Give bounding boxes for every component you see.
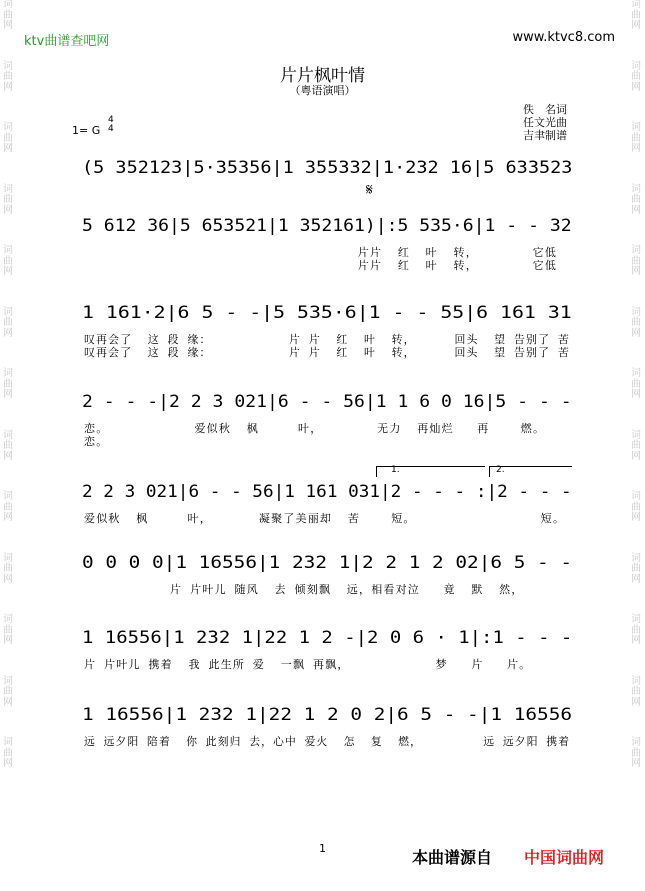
- lyric-line-4a: 恋。 爱似秋 枫 叶， 无力 再灿烂 再 燃。: [84, 422, 546, 435]
- lyric-line-7a: 片 片叶儿 携着 我 此生所 爱 一飘 再飘， 梦 片 片。: [84, 658, 532, 671]
- lyric-line-2b: 片片 红 叶 转， 它低: [84, 259, 558, 272]
- watermark-char: 词: [631, 491, 641, 502]
- watermark-char: 词: [631, 675, 641, 687]
- watermark-gap: [630, 278, 642, 308]
- watermark-char: 曲: [3, 563, 13, 574]
- watermark-char: 词: [631, 122, 641, 133]
- watermark-char: 网: [631, 20, 641, 31]
- watermark-char: 曲: [3, 132, 13, 144]
- watermark-gap: [2, 524, 14, 554]
- song-subtitle: （粤语演唱）: [289, 84, 356, 97]
- lyric-line-3a: 叹再会了 这 段 缘： 片 片 红 叶 转， 回头 望 告别了 苦: [84, 333, 570, 346]
- watermark-char: 网: [3, 143, 13, 154]
- time-signature: [108, 116, 114, 134]
- watermark-char: 网: [631, 635, 641, 646]
- watermark-char: 网: [631, 327, 641, 339]
- watermark-char: 词: [3, 675, 13, 687]
- watermark-char: 网: [631, 696, 641, 708]
- watermark-gap: [2, 770, 14, 800]
- watermark-gap: [2, 647, 14, 677]
- watermark-gap: [630, 401, 642, 431]
- song-title: 片片枫叶情: [280, 66, 365, 86]
- lyric-line-6a: 片 片叶儿 随风 去 倾刻飘 远，相看对泣 竟 默 然，: [84, 583, 524, 596]
- watermark-char: 网: [631, 450, 641, 462]
- volta-first: [376, 466, 485, 477]
- source-name: 中国词曲网: [524, 848, 605, 867]
- watermark-char: 词: [3, 245, 13, 256]
- volta-second: [489, 466, 572, 477]
- watermark-char: 曲: [3, 194, 13, 205]
- watermark-char: 词: [631, 306, 641, 318]
- watermark-char: 网: [3, 635, 13, 646]
- watermark-char: 曲: [3, 747, 13, 759]
- watermark-char: 词: [3, 0, 13, 10]
- watermark-char: 曲: [3, 501, 13, 513]
- watermark-char: 词: [3, 122, 13, 133]
- watermark-char: 词: [3, 737, 13, 748]
- page-number: 1: [319, 842, 326, 855]
- watermark-char: 曲: [3, 317, 13, 328]
- watermark-char: 曲: [631, 747, 641, 759]
- watermark-char: 网: [3, 450, 13, 462]
- watermark-char: 词: [3, 429, 13, 441]
- watermark-char: 曲: [631, 71, 641, 82]
- watermark-char: 网: [3, 573, 13, 585]
- watermark-char: 词: [3, 183, 13, 195]
- watermark-char: 网: [3, 696, 13, 708]
- lyric-line-5a: 爱似秋 枫 叶， 凝聚了美丽却 苦 短。 短。: [84, 512, 566, 525]
- notation-row-2: 5 612 36|5 653521|1 352161)|:5 535·6|1 - - 32: [82, 216, 572, 236]
- key-signature: 1= G: [72, 124, 101, 137]
- watermark-char: 曲: [631, 440, 641, 451]
- watermark-char: 网: [631, 81, 641, 93]
- watermark-gap: [2, 401, 14, 431]
- watermark-right: [630, 0, 642, 800]
- watermark-gap: [630, 647, 642, 677]
- watermark-char: 词: [631, 0, 641, 10]
- watermark-gap: [630, 216, 642, 246]
- watermark-gap: [630, 524, 642, 554]
- notation-row-4: 2 - - -|2 2 3 021|6 - - 56|1 1 6 0 16|5 - - -: [82, 392, 572, 412]
- watermark-gap: [2, 32, 14, 62]
- watermark-char: 词: [3, 614, 13, 625]
- meter-top: 4: [108, 115, 114, 125]
- watermark-char: 曲: [631, 317, 641, 328]
- watermark-char: 网: [631, 389, 641, 400]
- source-text: 本曲谱源自: [412, 848, 493, 867]
- notation-row-5: 2 2 3 021|6 - - 56|1 161 031|2 - - - :|2 - - -: [82, 482, 572, 502]
- watermark-gap: [630, 32, 642, 62]
- watermark-char: 曲: [3, 9, 13, 21]
- watermark-gap: [2, 278, 14, 308]
- watermark-char: 词: [3, 306, 13, 318]
- volta-second-label: 2.: [496, 465, 505, 475]
- watermark-char: 网: [3, 327, 13, 339]
- watermark-char: 曲: [631, 563, 641, 574]
- watermark-char: 曲: [631, 9, 641, 21]
- composer-credit: 任文光曲: [523, 116, 567, 129]
- watermark-char: 曲: [631, 686, 641, 697]
- watermark-gap: [630, 770, 642, 800]
- watermark-char: 曲: [3, 255, 13, 267]
- watermark-char: 网: [3, 81, 13, 93]
- notation-row-3: 1 161·2|6 5 - -|5 535·6|1 - - 55|6 161 31: [82, 303, 572, 323]
- watermark-char: 网: [3, 204, 13, 216]
- watermark-gap: [2, 155, 14, 185]
- watermark-char: 网: [3, 389, 13, 400]
- watermark-char: 网: [631, 266, 641, 277]
- watermark-char: 词: [3, 491, 13, 502]
- watermark-char: 词: [3, 368, 13, 379]
- watermark-char: 网: [631, 512, 641, 523]
- watermark-char: 词: [631, 245, 641, 256]
- watermark-char: 网: [631, 143, 641, 154]
- watermark-char: 词: [3, 552, 13, 564]
- watermark-char: 词: [631, 614, 641, 625]
- watermark-char: 曲: [631, 132, 641, 144]
- watermark-char: 词: [631, 552, 641, 564]
- watermark-char: 曲: [631, 194, 641, 205]
- watermark-char: 网: [3, 266, 13, 277]
- watermark-gap: [2, 216, 14, 246]
- segno-sign: 𝄋: [366, 180, 373, 199]
- watermark-char: 曲: [631, 624, 641, 636]
- lyricist-credit: 佚 名词: [523, 103, 567, 116]
- watermark-char: 网: [631, 573, 641, 585]
- watermark-char: 网: [3, 758, 13, 769]
- notation-row-1: (5 352123|5·35356|1 355332|1·232 16|5 633523: [82, 158, 573, 178]
- watermark-char: 词: [631, 737, 641, 748]
- volta-first-label: 1.: [391, 465, 400, 475]
- watermark-gap: [2, 339, 14, 369]
- transcriber-credit: 吉聿制谱: [523, 129, 567, 142]
- watermark-gap: [630, 462, 642, 492]
- site-url-right: www.ktvc8.com: [512, 30, 615, 45]
- watermark-char: 词: [3, 60, 13, 72]
- watermark-char: 曲: [3, 440, 13, 451]
- watermark-char: 网: [3, 512, 13, 523]
- notation-row-8: 1 16556|1 232 1|22 1 2 0 2|6 5 - -|1 16556: [82, 705, 573, 725]
- watermark-char: 词: [631, 60, 641, 72]
- watermark-gap: [630, 339, 642, 369]
- meter-bottom: 4: [108, 124, 114, 134]
- watermark-char: 网: [3, 20, 13, 31]
- watermark-char: 曲: [631, 378, 641, 390]
- watermark-char: 词: [631, 368, 641, 379]
- watermark-char: 词: [631, 429, 641, 441]
- watermark-char: 曲: [631, 501, 641, 513]
- lyric-line-4b: 恋。: [84, 435, 109, 448]
- watermark-gap: [2, 708, 14, 738]
- notation-row-6: 0 0 0 0|1 16556|1 232 1|2 2 1 2 02|6 5 - -: [82, 553, 573, 573]
- watermark-gap: [2, 462, 14, 492]
- watermark-char: 曲: [3, 686, 13, 697]
- watermark-char: 网: [631, 758, 641, 769]
- watermark-char: 曲: [3, 624, 13, 636]
- watermark-gap: [630, 155, 642, 185]
- watermark-char: 曲: [3, 378, 13, 390]
- lyric-line-3b: 叹再会了 这 段 缘： 片 片 红 叶 转， 回头 望 告别了 苦: [84, 346, 570, 359]
- watermark-gap: [630, 585, 642, 615]
- watermark-char: 词: [631, 183, 641, 195]
- lyric-line-8a: 远 远夕阳 陪着 你 此刻归 去，心中 爱火 怎 复 燃， 远 远夕阳 携着: [84, 735, 571, 748]
- watermark-char: 网: [631, 204, 641, 216]
- watermark-char: 曲: [3, 71, 13, 82]
- site-name-left: ktv曲谱查吧网: [24, 34, 110, 49]
- watermark-gap: [630, 708, 642, 738]
- lyric-line-2a: 片片 红 叶 转， 它低: [84, 246, 558, 259]
- watermark-left: [2, 0, 14, 800]
- notation-row-7: 1 16556|1 232 1|22 1 2 -|2 0 6 · 1|:1 - - -: [82, 628, 573, 648]
- watermark-char: 曲: [631, 255, 641, 267]
- watermark-gap: [2, 585, 14, 615]
